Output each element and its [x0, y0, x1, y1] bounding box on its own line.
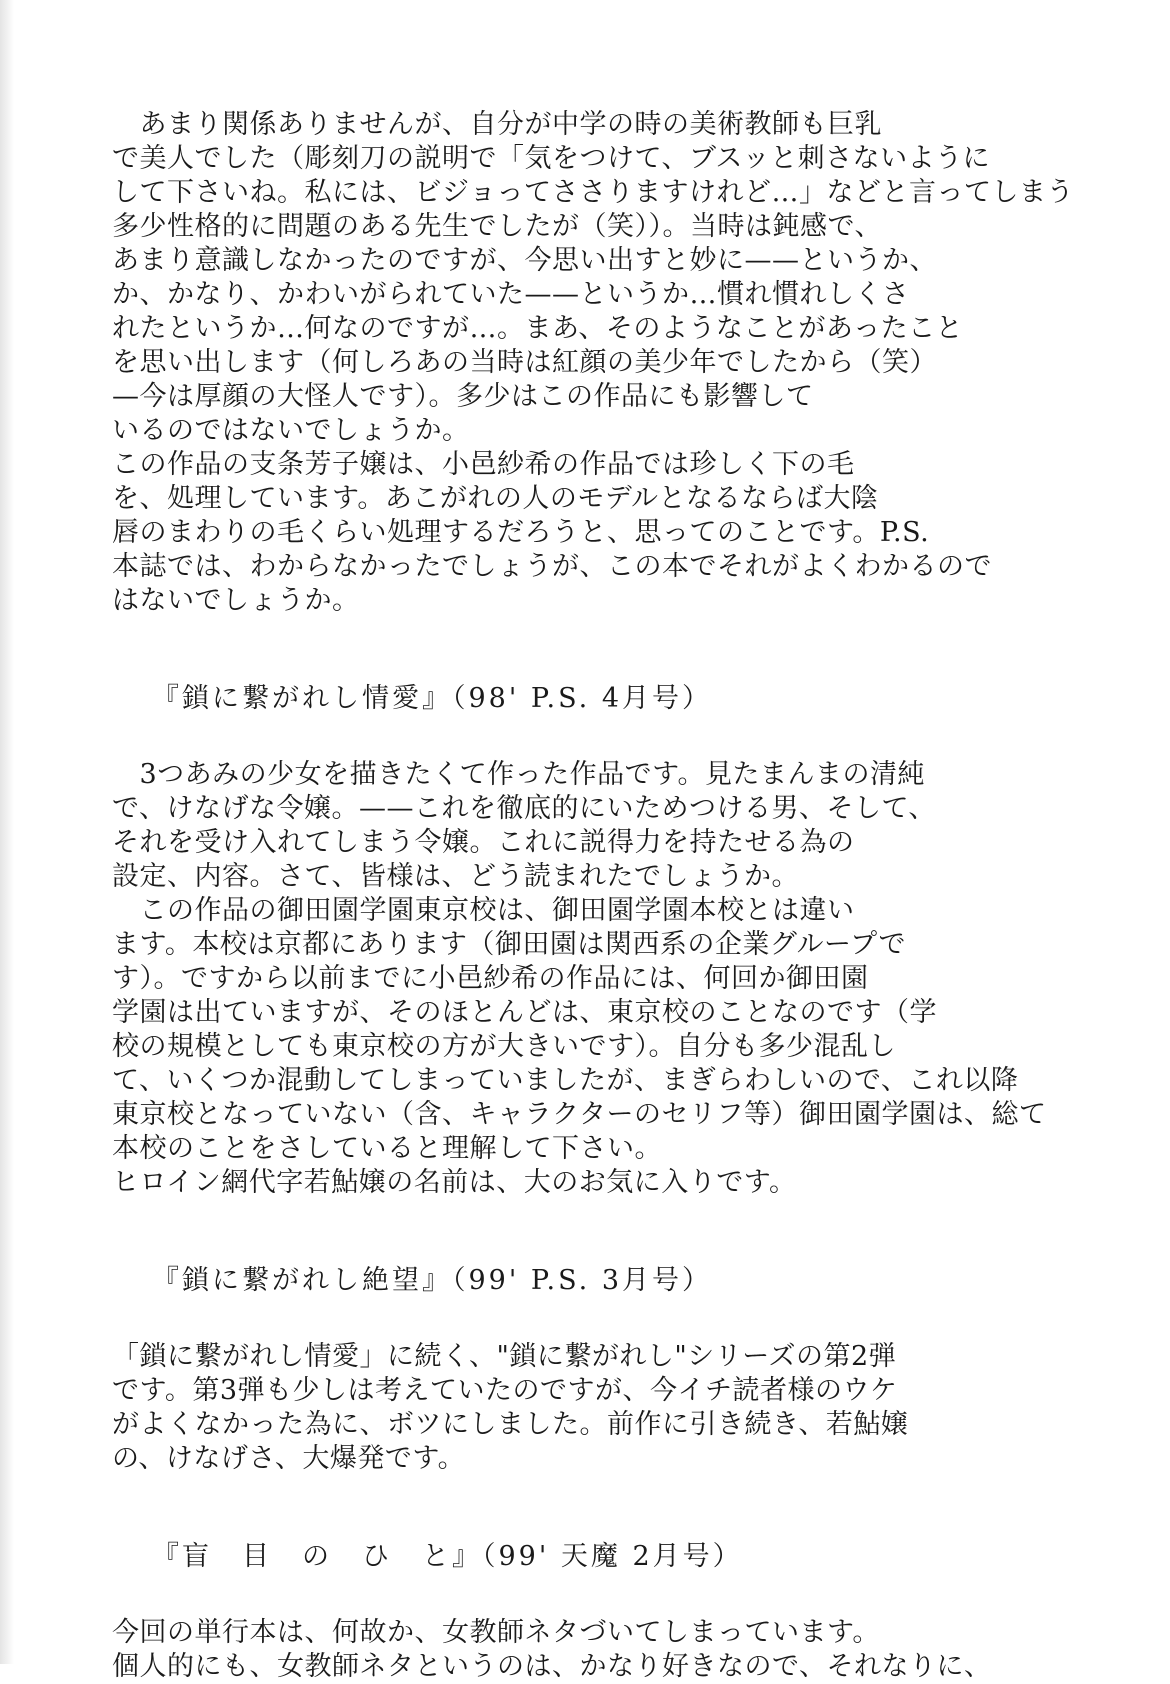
- text-line: 校の規模としても東京校の方が大きいです）。自分も多少混乱し: [112, 1031, 896, 1062]
- text-line: 多少性格的に問題のある先生でしたが（笑））。当時は鈍感で、: [112, 211, 882, 242]
- text-line: はないでしょうか。: [112, 585, 360, 616]
- binding-shadow: [0, 0, 14, 1664]
- text-line: す）。ですから以前までに小邑紗希の作品には、何回か御田園: [112, 963, 869, 994]
- section-heading: 『鎖に繋がれし情愛』（98' P.S. 4月号）: [152, 683, 713, 714]
- text-line: 唇のまわりの毛くらい処理するだろうと、思ってのことです。P.S.: [112, 517, 930, 548]
- text-line: を、処理しています。あこがれの人のモデルとなるならば大陰: [112, 483, 879, 514]
- text-line: それを受け入れてしまう令嬢。これに説得力を持たせる為の: [112, 827, 855, 858]
- text-line: か、かなり、かわいがられていた——というか…慣れ慣れしくさ: [112, 279, 910, 310]
- text-line: 3つあみの少女を描きたくて作った作品です。見たまんまの清純: [112, 759, 926, 790]
- section-zetsubou: [112, 1264, 1060, 1476]
- text-line: 本誌では、わからなかったでしょうが、この本でそれがよくわかるので: [112, 551, 992, 582]
- text-line: —今は厚顔の大怪人です）。多少はこの作品にも影響して: [112, 381, 814, 412]
- intro-paragraph: [112, 108, 1074, 618]
- text-line: この作品の支条芳子嬢は、小邑紗希の作品では珍しく下の毛: [112, 449, 855, 480]
- text-line: 「鎖に繋がれし情愛」に続く、"鎖に繋がれし"シリーズの第2弾: [112, 1341, 897, 1372]
- text-line: あまり意識しなかったのですが、今思い出すと妙に——というか、: [112, 245, 937, 276]
- text-line: の、けなげさ、大爆発です。: [112, 1443, 466, 1474]
- text-line: です。第3弾も少しは考えていたのですが、今イチ読者様のウケ: [112, 1375, 898, 1406]
- text-line: を思い出します（何しろあの当時は紅顔の美少年でしたから（笑）: [112, 347, 937, 378]
- text-line: て、いくつか混動してしまっていましたが、まぎらわしいので、これ以降: [112, 1065, 1019, 1096]
- text-line: 個人的にも、女教師ネタというのは、かなり好きなので、それなりに、: [112, 1651, 992, 1682]
- text-line: ヒロイン網代字若鮎嬢の名前は、大のお気に入りです。: [112, 1167, 797, 1198]
- text-line: あまり関係ありませんが、自分が中学の時の美術教師も巨乳: [112, 109, 882, 140]
- section-moumoku: [112, 1540, 1060, 1684]
- text-line: 本校のことをさしていると理解して下さい。: [112, 1133, 662, 1164]
- text-line: で美人でした（彫刻刀の説明で「気をつけて、ブスッと刺さないように: [112, 143, 991, 174]
- text-line: 設定、内容。さて、皆様は、どう読まれたでしょうか。: [112, 861, 799, 892]
- text-line: 今回の単行本は、何故か、女教師ネタづいてしまっています。: [112, 1617, 880, 1648]
- section-heading: 『盲 目 の ひ と』（99' 天魔 2月号）: [152, 1541, 743, 1572]
- text-line: 学園は出ていますが、そのほとんどは、東京校のことなのです（学: [112, 997, 937, 1028]
- section-jouai: [112, 682, 1060, 1200]
- text-line: れたというか…何なのですが…。まあ、そのようなことがあったこと: [112, 313, 964, 344]
- text-line: で、けなげな令嬢。——これを徹底的にいためつける男、そして、: [112, 793, 936, 824]
- text-line: して下さいね。私には、ビジョってささりますけれど…」などと言ってしまう: [112, 177, 1074, 208]
- text-line: この作品の御田園学園東京校は、御田園学園本校とは違い: [112, 895, 855, 926]
- text-line: ます。本校は京都にあります（御田園は関西系の企業グループで: [112, 929, 906, 960]
- text-line: 東京校となっていない（含、キャラクターのセリフ等）御田園学園は、総て: [112, 1099, 1047, 1130]
- section-heading: 『鎖に繋がれし絶望』（99' P.S. 3月号）: [152, 1265, 713, 1296]
- text-line: がよくなかった為に、ボツにしました。前作に引き続き、若鮎嬢: [112, 1409, 909, 1440]
- text-line: いるのではないでしょうか。: [112, 415, 470, 446]
